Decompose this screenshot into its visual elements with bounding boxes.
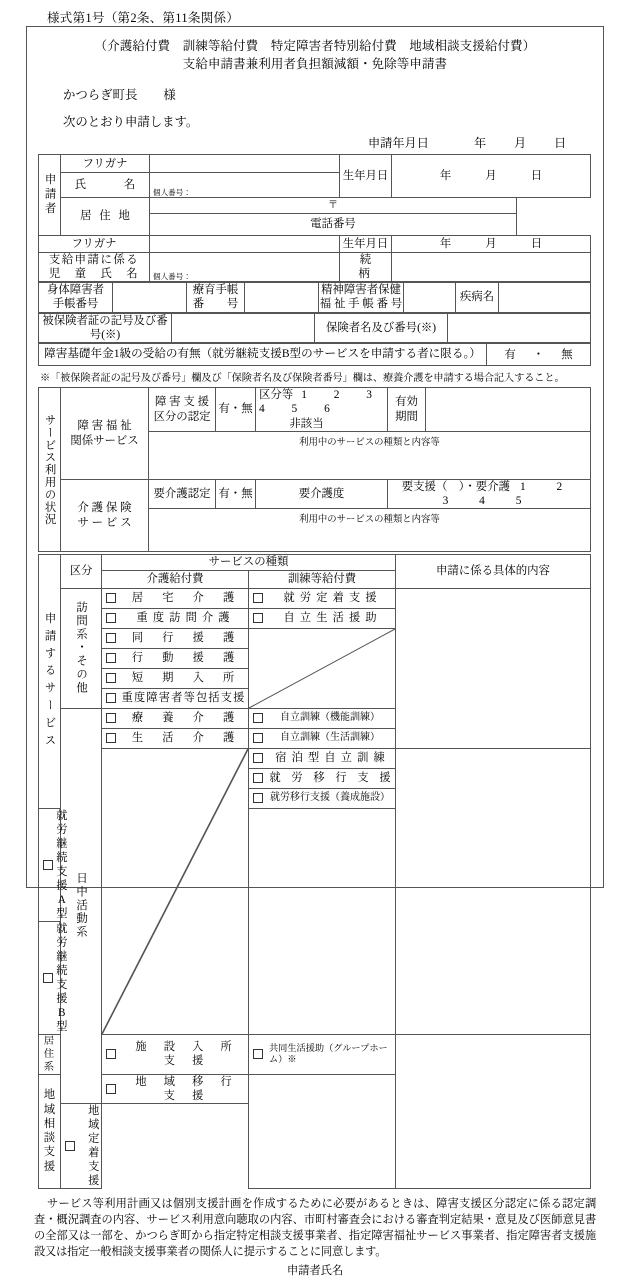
service-checkbox-cell[interactable]: [249, 728, 396, 748]
applicant-vertical-label-text: 申請者: [43, 173, 56, 217]
services-category-header: 区分: [61, 555, 102, 588]
disability-content-cell[interactable]: [149, 431, 591, 479]
checkbox-jiritsu-kunren-kino[interactable]: [253, 713, 263, 723]
service-label-shukuhakugata-jiritsu-kunren: 宿 泊 型 自 立 訓 練: [275, 752, 386, 765]
disability-service-line2: 関係サービス: [70, 434, 139, 447]
disability-classification-line2: 区分の認定: [153, 410, 211, 423]
disability-valid-label: [388, 388, 426, 432]
service-checkbox-cell[interactable]: [249, 588, 396, 608]
service-checkbox-cell[interactable]: [102, 708, 249, 728]
ryoiku-certificate-line1: 療育手帳: [192, 284, 239, 297]
title-line1: （介護給付費 訓練等給付費 特定障害者特別給付費 地域相談支援給付費）: [94, 39, 536, 53]
checkbox-judo-shogaisha-hokatsu[interactable]: [106, 693, 116, 703]
intro-text: 次のとおり申請します。: [63, 115, 199, 130]
service-label-shuro-keizoku-a: 就 労 継 続 支 援 A 型: [56, 809, 69, 920]
application-date-day: 日: [554, 136, 567, 151]
care-level-value[interactable]: [388, 479, 591, 509]
checkbox-kyotaku-kaigo[interactable]: [106, 593, 116, 603]
service-label-tanki-nyusho: 短 期 入 所: [131, 672, 239, 685]
service-checkbox-cell[interactable]: [102, 688, 249, 708]
form-frame: [26, 26, 604, 1277]
disability-classification-line1: 障 害 支 援: [154, 396, 210, 409]
child-relation-label-text: 続 柄: [358, 253, 402, 280]
training-benefit-header: 訓練等給付費: [249, 570, 396, 588]
service-checkbox-cell[interactable]: [102, 1074, 249, 1103]
service-row: [39, 1034, 591, 1074]
service-label-shuro-keizoku-b: 就 労 継 続 支 援 B 型: [56, 922, 69, 1033]
insurance-row: [39, 313, 591, 343]
child-birth-day: 日: [530, 237, 543, 250]
checkbox-shuro-keizoku-a[interactable]: [43, 860, 53, 870]
service-label-jiritsu-kunren-kino: 自立訓練（機能訓練）: [280, 711, 380, 723]
disability-classification-label: [149, 388, 216, 432]
checkbox-jiritsu-seikatsu-enjo[interactable]: [253, 613, 263, 623]
service-checkbox-cell[interactable]: [102, 628, 249, 648]
certificates-table: [38, 282, 591, 313]
checkbox-seikatsu-kaigo[interactable]: [106, 733, 116, 743]
application-date-month: 月: [514, 136, 527, 151]
applicant-address-label-text: 居 住 地: [80, 210, 133, 223]
checkbox-shuro-teichaku[interactable]: [253, 593, 263, 603]
service-label-shuro-teichaku: 就 労 定 着 支 援: [283, 592, 378, 605]
care-support-label: 要支援（ ）・要介護: [401, 480, 510, 493]
group-label-houmon-text: 訪問系・その他: [75, 601, 88, 696]
disability-service-label: [61, 388, 149, 480]
service-checkbox-cell[interactable]: [102, 608, 249, 628]
service-label-doko-engo: 同 行 援 護: [131, 632, 239, 645]
disability-valid-line1: 有効: [395, 396, 418, 409]
service-checkbox-cell[interactable]: [61, 1103, 117, 1188]
physical-certificate-line1: 身体障害者: [47, 284, 104, 297]
applicant-furigana-row: [39, 155, 591, 173]
service-label-kyotaku-kaigo: 居 宅 介 護: [131, 592, 239, 605]
disease-label: 疾病名: [456, 283, 499, 313]
addressee-name: かつらぎ町長: [63, 88, 138, 103]
ryoiku-certificate-line2: 番 号: [192, 298, 239, 311]
services-vertical-label: [39, 555, 61, 808]
service-label-judo-homon-kaigo: 重 度 訪 問 介 護: [136, 612, 231, 625]
checkbox-chiiki-teichaku-shien[interactable]: [65, 1141, 75, 1151]
child-furigana-value[interactable]: [150, 235, 340, 252]
addressee-honorific: 様: [163, 88, 176, 103]
usage-status-vertical-label-text: サービス利用の状況: [43, 414, 56, 526]
child-furigana-label: フリガナ: [39, 235, 150, 252]
applicant-table: [38, 154, 591, 282]
mental-certificate-line2: 福 祉 手 帳 番 号: [319, 298, 403, 311]
pension-row: [39, 344, 591, 366]
disability-division-label: 区分等: [259, 389, 294, 402]
disability-service-line1: 障 害 福 祉: [77, 420, 132, 433]
care-benefit-header: 介護給付費: [102, 570, 249, 588]
insured-symbol-value[interactable]: [172, 313, 315, 343]
child-name-label-line1: 支給申請に係る: [48, 253, 140, 266]
service-checkbox-cell[interactable]: [102, 668, 249, 688]
child-birth-label: 生年月日: [340, 235, 392, 252]
disability-content-label: 利用中のサービスの種類と内容等: [299, 437, 440, 448]
service-label-jiritsu-seikatsu-enjo: 自 立 生 活 援 助: [283, 612, 378, 625]
applicant-address-row: [39, 198, 591, 214]
checkbox-jiritsu-kunren-seikatsu[interactable]: [253, 733, 263, 743]
mental-certificate-line1: 精神障害者保健: [321, 284, 401, 297]
title-line2: 支給申請書兼利用者負担額減額・免除等申請書: [182, 56, 448, 71]
applicant-birth-label: 生年月日: [340, 155, 392, 198]
insured-symbol-label: 被保険者証の記号及び番号(※): [39, 313, 172, 343]
care-certification-row: [39, 479, 591, 509]
service-checkbox-cell[interactable]: [102, 728, 249, 748]
child-birth-value[interactable]: [392, 235, 591, 252]
care-service-line2: サ ー ビ ス: [77, 516, 132, 529]
insurance-table: [38, 313, 591, 344]
checkbox-doko-engo[interactable]: [106, 633, 116, 643]
service-checkbox-cell[interactable]: [249, 1034, 396, 1074]
consent-block: [27, 1189, 603, 1279]
pension-table: [38, 343, 591, 366]
applicant-address-label: [61, 198, 150, 236]
applicant-furigana-value[interactable]: [150, 155, 340, 173]
service-label-ryoyo-kaigo: 療 養 介 護: [131, 712, 239, 725]
disability-valid-value[interactable]: [426, 388, 591, 432]
child-relation-label: [340, 252, 402, 282]
insurer-label: 保険者名及び番号(※): [315, 313, 448, 343]
service-checkbox-cell[interactable]: [39, 921, 69, 1034]
applicant-birth-year: 年: [439, 170, 452, 183]
services-detail-header: 申請に係る具体的内容: [396, 555, 591, 588]
disability-valid-line2: 期間: [395, 410, 418, 423]
group-label-chiiki: [39, 1074, 61, 1188]
application-date-row: [27, 134, 603, 151]
applicant-name-value[interactable]: [150, 173, 340, 198]
care-content-label: 利用中のサービスの種類と内容等: [299, 515, 440, 526]
service-label-shuro-iko-yosei: 就労移行支援（養成施設）: [270, 791, 390, 803]
consent-paragraph: サービス等利用計画又は個別支援計画を作成するために必要があるときは、障害支援区分認定に係る認定調査・概況調査の内容、サービス利用意向聴取の内容、市町村審査会における審査判定結果・意見及び医師意見書の全部又は一部を、かつらぎ町から指定特定相談支援事業者、指定障害福祉サービス事業者、指定障害者支援施設又は指定一般相談支援事業者の関係人に提示することに同意します。: [34, 1197, 596, 1259]
physical-certificate-line2: 手帳番号: [52, 298, 99, 311]
services-detail-value-2[interactable]: [396, 748, 591, 1034]
group-label-chiiki-l1: 地域: [43, 1089, 56, 1116]
services-detail-value-3[interactable]: [396, 1034, 591, 1188]
services-training-empty: [249, 1074, 396, 1188]
care-certification-label: 要介護認定: [149, 479, 216, 509]
service-checkbox-cell[interactable]: [249, 788, 396, 808]
checkbox-kyodo-seikatsu-enjo[interactable]: [253, 1049, 263, 1059]
services-table: [38, 554, 591, 1188]
service-label-kodo-engo: 行 動 援 護: [131, 652, 239, 665]
care-levels: 1 2 3 4 5: [442, 480, 577, 508]
applicant-phone-cell[interactable]: [150, 213, 517, 235]
applicant-mynumber-label: 個人番号：: [153, 187, 191, 197]
pension-no: 無: [561, 348, 573, 361]
pension-yes: 有: [504, 348, 516, 361]
pension-answer[interactable]: [487, 344, 591, 366]
child-birth-year: 年: [439, 237, 452, 250]
disability-division-cell[interactable]: [256, 388, 388, 432]
mental-certificate-label: [319, 283, 404, 313]
child-name-label: [39, 252, 150, 282]
service-row: [39, 588, 591, 608]
application-date-label: 申請年月日: [368, 136, 429, 151]
checkbox-shukuhakugata-jiritsu-kunren[interactable]: [253, 753, 263, 763]
applicant-birth-value[interactable]: [392, 155, 591, 198]
child-name-label-line2: 児 童 氏 名: [48, 267, 140, 280]
service-label-kyodo-seikatsu-enjo: 共同生活援助（グループホーム）※: [269, 1042, 388, 1065]
applicant-birth-day: 日: [530, 170, 543, 183]
applicant-birth-month: 月: [485, 170, 497, 183]
form-number: 様式第1号（第2条、第11条関係）: [47, 11, 240, 25]
service-checkbox-cell[interactable]: [249, 708, 396, 728]
applicant-postal-row[interactable]: [150, 198, 517, 214]
services-header-row1: [39, 555, 591, 570]
group-label-chiiki-l2: 相談: [43, 1117, 56, 1145]
child-mynumber-label: 個人番号：: [153, 271, 191, 281]
group-label-houmon: [61, 588, 102, 708]
service-checkbox-cell[interactable]: [249, 748, 396, 768]
form-title: [27, 38, 603, 73]
service-checkbox-cell[interactable]: [102, 1034, 249, 1074]
insurer-value[interactable]: [448, 313, 591, 343]
application-date-year: 年: [474, 136, 487, 151]
ryoiku-certificate-value[interactable]: [245, 283, 319, 313]
services-vertical-label-text: 申請するサービス: [43, 611, 56, 752]
care-content-cell[interactable]: [149, 509, 591, 552]
service-checkbox-cell[interactable]: [249, 768, 396, 788]
usage-status-table: [38, 387, 591, 552]
ryoiku-certificate-label: [187, 283, 245, 313]
child-name-row: [39, 252, 591, 282]
care-level-label: 要介護度: [256, 479, 388, 509]
disability-classification-row: [39, 388, 591, 432]
services-detail-value-1[interactable]: [396, 588, 591, 748]
checkbox-ryoyo-kaigo[interactable]: [106, 713, 116, 723]
certificates-row: [39, 283, 591, 313]
insurance-note: ※「被保険者証の記号及び番号」欄及び「保険者名及び保険者番号」欄は、療養介護を申請する場合記入すること。: [40, 373, 565, 385]
addressee: [63, 85, 603, 103]
pension-separator: ・: [532, 348, 545, 361]
services-diagonal-cell-2: [102, 748, 249, 1034]
service-label-chiiki-teichaku-shien: 地 域 定 着 支 援: [88, 1104, 117, 1187]
child-birth-month: 月: [485, 237, 497, 250]
usage-status-vertical-label: [39, 388, 61, 552]
applicant-name-label-text: 氏 名: [74, 179, 141, 192]
service-checkbox-cell[interactable]: [39, 808, 69, 921]
group-label-chiiki-l3: 支援: [43, 1146, 56, 1173]
care-certification-yesno[interactable]: 有・無: [216, 479, 256, 509]
applicant-phone-label: 電話番号: [310, 218, 356, 231]
child-relation-value[interactable]: [392, 252, 591, 282]
disability-classification-yesno[interactable]: 有・無: [216, 388, 256, 432]
service-label-jiritsu-kunren-seikatsu: 自立訓練（生活訓練）: [280, 731, 380, 743]
service-type-header: サービスの種類: [102, 555, 396, 570]
service-label-seikatsu-kaigo: 生 活 介 護: [131, 732, 239, 745]
checkbox-shisetsu-nyusho-shien[interactable]: [106, 1049, 116, 1059]
service-label-chiiki-iko-shien: 地 域 移 行 支 援: [135, 1075, 249, 1102]
child-furigana-row: [39, 235, 591, 252]
care-service-label: [61, 479, 149, 552]
group-label-nitchu-text: 日中活動系: [75, 872, 88, 940]
services-diagonal-cell-1: [249, 628, 396, 708]
child-name-value[interactable]: [150, 252, 340, 282]
service-checkbox-cell[interactable]: [249, 608, 396, 628]
service-label-shisetsu-nyusho-shien: 施 設 入 所 支 援: [135, 1041, 249, 1068]
postal-mark-icon: 〒: [328, 200, 338, 212]
service-checkbox-cell[interactable]: [102, 648, 249, 668]
checkbox-shuro-keizoku-b[interactable]: [43, 973, 53, 983]
physical-certificate-label: [39, 283, 113, 313]
service-label-judo-shogaisha-hokatsu: 重度障害者等包括支援: [121, 692, 246, 705]
group-label-kyoju: 居住系: [39, 1034, 61, 1074]
disease-value[interactable]: [499, 283, 591, 313]
checkbox-kodo-engo[interactable]: [106, 653, 116, 663]
applicant-furigana-label: フリガナ: [61, 155, 150, 173]
checkbox-tanki-nyusho[interactable]: [106, 673, 116, 683]
signature-label: 申請者氏名: [286, 1264, 344, 1277]
physical-certificate-value[interactable]: [113, 283, 187, 313]
applicant-name-label: [61, 173, 150, 198]
mental-certificate-value[interactable]: [404, 283, 456, 313]
pension-question: 障害基礎年金1級の受給の有無（就労継続支援B型のサービスを申請する者に限る。）: [39, 344, 487, 366]
service-row: [39, 748, 591, 768]
checkbox-judo-homon-kaigo[interactable]: [106, 613, 116, 623]
care-service-line1: 介 護 保 険: [77, 502, 132, 515]
applicant-vertical-label: [39, 155, 61, 236]
service-checkbox-cell[interactable]: [102, 588, 249, 608]
disability-division-numbers: 1 2 3 4 5 6: [259, 389, 384, 416]
checkbox-shuro-iko-shien[interactable]: [253, 773, 263, 783]
checkbox-shuro-iko-yosei[interactable]: [253, 793, 263, 803]
checkbox-chiiki-iko-shien[interactable]: [106, 1084, 116, 1094]
disability-not-applicable: 非該当: [289, 417, 324, 430]
service-label-shuro-iko-shien: 就 労 移 行 支 援: [269, 772, 395, 785]
